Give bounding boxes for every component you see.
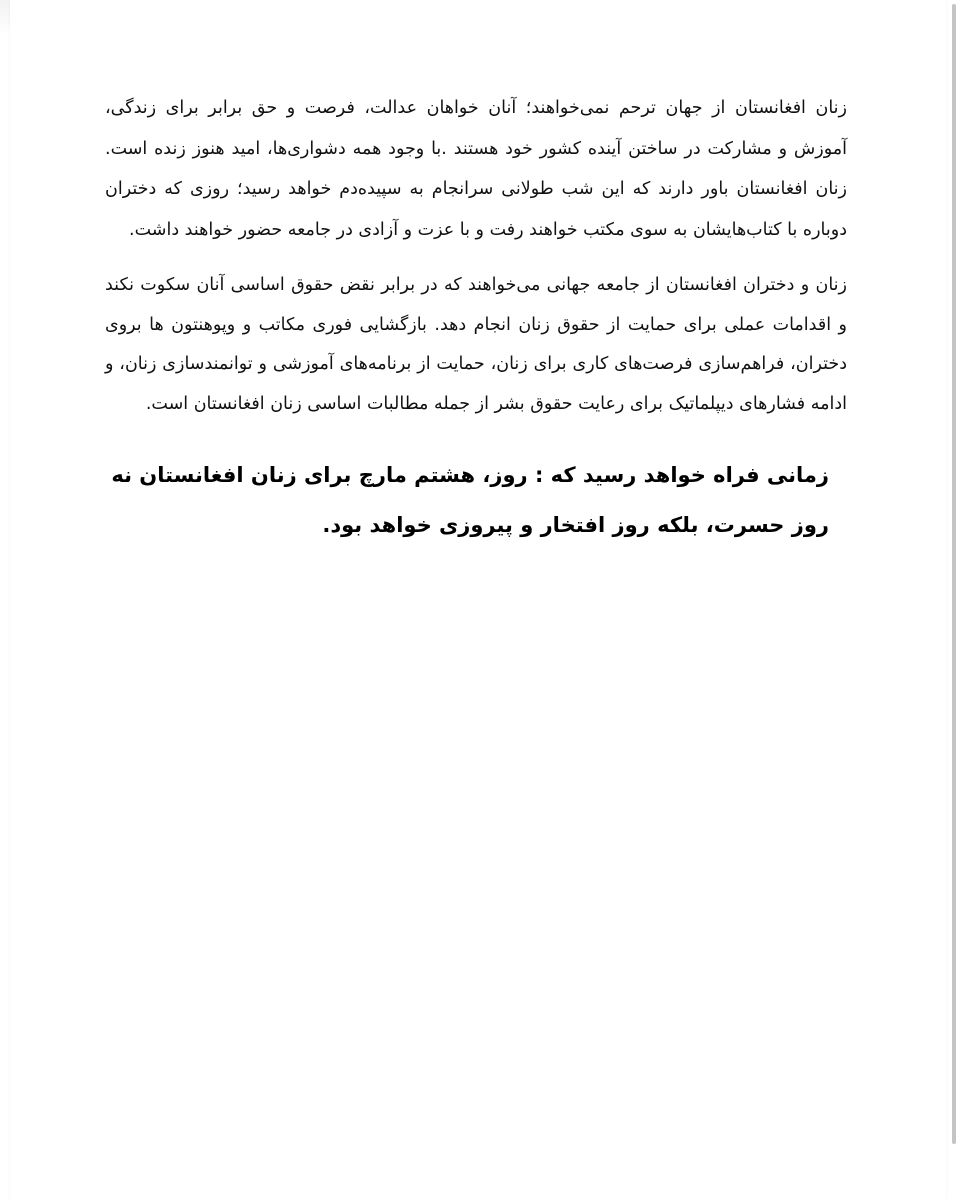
closing-statement: زمانی فراه خواهد رسید که : روز، هشتم مارچ برای زنان افغانستان نه روز حسرت، بلکه روز افتخار و پیروزی خواهد بود. [111, 463, 829, 537]
paragraph-demands: زنان و دختران افغانستان از جامعه جهانی می‌خواهند که در برابر نقض حقوق اساسی آنان سکوت نکند و اقدامات عملی برای حمایت از حقوق زنان انجام دهد. بازگشایی فوری مکاتب و وپوهنتون ها بروی دختران، فراهم‌سازی فرصت‌های کاری برای زنان، حمایت از برنامه‌های آموزشی و توانمندسازی زنان، و ادامه فشارهای دیپلماتیک برای رعایت حقوق بشر از جمله مطالبات اساسی زنان افغانستان است. [105, 275, 847, 414]
scrollbar-thumb[interactable] [952, 4, 956, 1144]
paragraph-hope: زنان افغانستان از جهان ترحم نمی‌خواهند؛ آنان خواهان عدالت، فرصت و حق برابر برای زندگی، آموزش و مشارکت در ساختن آینده کشور خود هستند .با وجود همه دشواری‌ها، امید هنوز زنده است. زنان افغانستان باور دارند که این شب طولانی سرانجام به سپیده‌دم خواهد رسید؛ روزی که دختران دوباره با کتاب‌هایشان به سوی مکتب خواهند رفت و با عزت و آزادی در جامعه حضور خواهند داشت. [105, 98, 847, 240]
vertical-scrollbar[interactable] [952, 0, 956, 1200]
document-body [105, 88, 847, 550]
